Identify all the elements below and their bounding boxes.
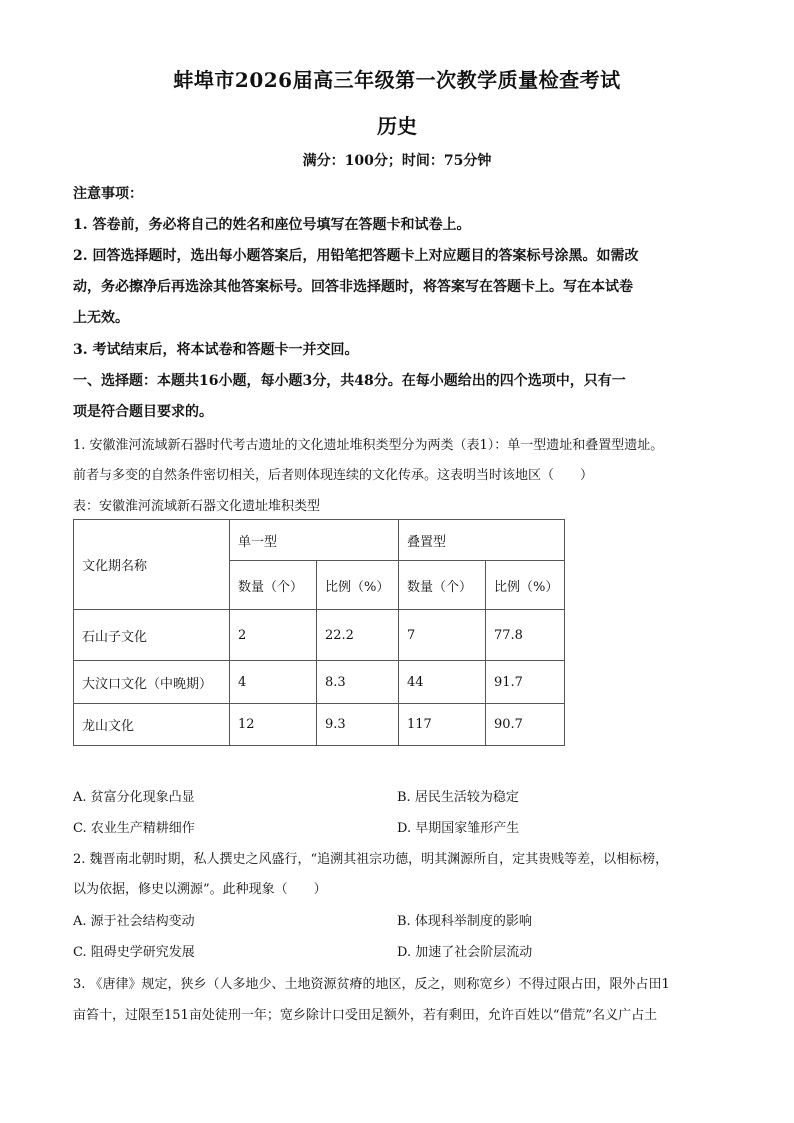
section1-heading-line-2: 项是符合题目要求的。 (73, 404, 213, 420)
q3-stem-line-2: 亩笞十，过限至151亩处徒刑一年；宽乡除计口受田足额外，若有剩田，允许百姓以“借荒”名义广占土 (73, 1008, 658, 1023)
table-subheader-single-count: 数量（个） (230, 561, 317, 610)
table-header-name: 文化期名称 (74, 520, 230, 610)
score-time-info: 满分：100分；时间：75分钟 (302, 153, 492, 169)
table-row (74, 661, 565, 704)
subject-title: 历史 (377, 114, 417, 138)
q1-data-table (73, 519, 565, 746)
notice-item-2-line-2: 动，务必擦净后再选涂其他答案标号。回答非选择题时，将答案写在答题卡上。写在本试卷 (73, 279, 633, 295)
q1-stem-line-1: 1. 安徽淮河流域新石器时代考古遗址的文化遗址堆积类型分为两类（表1）：单一型遗址和叠置型遗址。 (73, 438, 664, 453)
table-cell-overlap-count: 117 (399, 704, 486, 746)
table-cell-overlap-count: 7 (399, 610, 486, 661)
table-row (74, 610, 565, 661)
notice-item-1: 1. 答卷前，务必将自己的姓名和座位号填写在答题卡和试卷上。 (73, 217, 471, 233)
q2-option-a: A. 源于社会结构变动 (73, 914, 195, 929)
table-subheader-single-ratio: 比例（%） (317, 561, 399, 610)
q1-option-b: B. 居民生活较为稳定 (397, 790, 519, 805)
table-cell-name: 龙山文化 (74, 704, 230, 746)
table-header-single: 单一型 (230, 520, 399, 561)
table-cell-name: 石山子文化 (74, 610, 230, 661)
table-header-overlap: 叠置型 (399, 520, 565, 561)
table-cell-single-count: 2 (230, 610, 317, 661)
q2-option-c: C. 阻碍史学研究发展 (73, 945, 195, 960)
q2-option-b: B. 体现科举制度的影响 (397, 914, 532, 929)
table-subheader-overlap-ratio: 比例（%） (486, 561, 565, 610)
table-cell-overlap-count: 44 (399, 661, 486, 704)
notice-heading: 注意事项： (73, 186, 143, 202)
section1-heading-line-1: 一、选择题：本题共16小题，每小题3分，共48分。在每小题给出的四个选项中，只有一 (73, 373, 626, 389)
table-cell-overlap-ratio: 91.7 (486, 661, 565, 704)
notice-item-2-line-3: 上无效。 (73, 310, 129, 326)
notice-item-3: 3. 考试结束后，将本试卷和答题卡一并交回。 (73, 342, 359, 358)
exam-title: 蚌埠市2026届高三年级第一次教学质量检查考试 (173, 68, 621, 92)
table-cell-single-count: 12 (230, 704, 317, 746)
q1-option-a: A. 贫富分化现象凸显 (73, 790, 195, 805)
table-cell-overlap-ratio: 77.8 (486, 610, 565, 661)
q2-stem-line-1: 2. 魏晋南北朝时期，私人撰史之风盛行，“追溯其祖宗功德，明其渊源所自，定其贵贱等差，以相标榜， (73, 852, 669, 867)
q3-stem-line-1: 3. 《唐律》规定，狭乡（人多地少、土地资源贫瘠的地区，反之，则称宽乡）不得过限占田，限外占田1 (73, 977, 670, 992)
q1-option-c: C. 农业生产精耕细作 (73, 821, 195, 836)
table-cell-single-count: 4 (230, 661, 317, 704)
q2-stem-line-2: 以为依据，修史以溯源”。此种现象（ ） (73, 882, 327, 897)
table-cell-name: 大汶口文化（中晚期） (74, 661, 230, 704)
q1-stem-line-2: 前者与多变的自然条件密切相关，后者则体现连续的文化传承。这表明当时该地区（ ） (73, 468, 594, 483)
table-row (74, 704, 565, 746)
q1-table-caption: 表：安徽淮河流域新石器文化遗址堆积类型 (73, 499, 321, 514)
table-cell-single-ratio: 9.3 (317, 704, 399, 746)
table-cell-single-ratio: 22.2 (317, 610, 399, 661)
notice-item-2-line-1: 2. 回答选择题时，选出每小题答案后，用铅笔把答题卡上对应题目的答案标号涂黑。如需改 (73, 248, 639, 264)
table-cell-overlap-ratio: 90.7 (486, 704, 565, 746)
q2-option-d: D. 加速了社会阶层流动 (397, 945, 533, 960)
table-subheader-overlap-count: 数量（个） (399, 561, 486, 610)
table-cell-single-ratio: 8.3 (317, 661, 399, 704)
q1-option-d: D. 早期国家雏形产生 (397, 821, 520, 836)
